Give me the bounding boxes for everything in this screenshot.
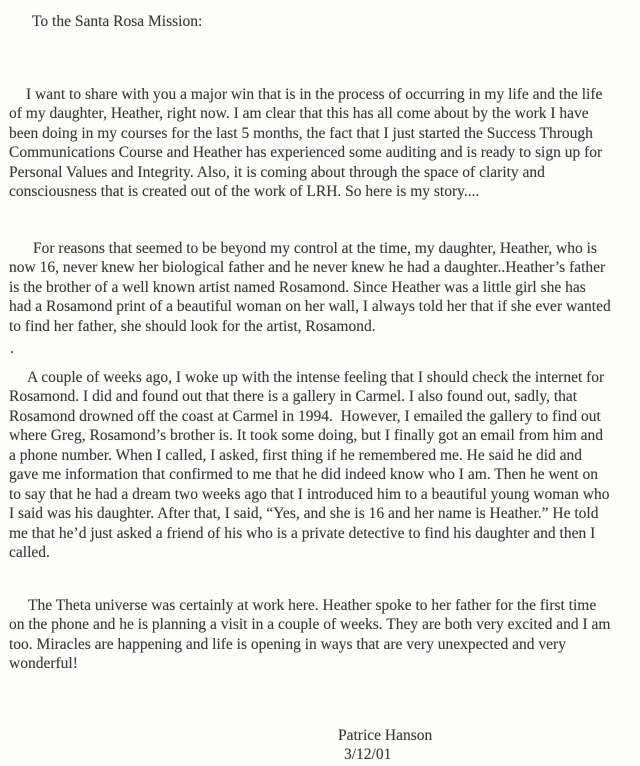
text-line: to find her father, she should look for the artist, Rosamond.: [9, 317, 376, 335]
paragraph-conclusion: [9, 596, 632, 674]
text-line: Rosamond drowned off the coast at Carmel in 1994. However, I emailed the gallery to find out: [9, 407, 601, 425]
text-line: now 16, never knew her biological father and he never knew he had a daughter..Heather’s father: [9, 259, 606, 276]
text-line: .: [10, 340, 14, 357]
text-line: called.: [9, 544, 50, 561]
text-line: me that he’d just asked a friend of his who is a private detective to find his daughter and then I: [9, 524, 596, 542]
text-line: consciousness that is created out of the work of LRH. So here is my story....: [9, 183, 480, 200]
text-line: wonderful!: [9, 655, 78, 672]
text-line: on the phone and he is planning a visit in a couple of weeks. They are both very excited and I am: [9, 616, 611, 633]
text-line: Personal Values and Integrity. Also, it is coming about through the space of clarity and: [9, 163, 545, 181]
stray-period: [9, 339, 632, 359]
text-line: is the brother of a well known artist named Rosamond. Since Heather was a little girl she has: [9, 278, 586, 296]
paragraph-story: [9, 368, 632, 563]
text-line: a phone number. When I called, I asked, first thing if he remembered me. He said he did and: [9, 446, 583, 464]
paragraph-background: [9, 239, 632, 337]
text-line: For reasons that seemed to be beyond my control at the time, my daughter, Heather, who is: [33, 239, 597, 257]
text-line: too. Miracles are happening and life is opening in ways that are very unexpected and very: [9, 635, 566, 653]
text-line: Communications Course and Heather has experienced some auditing and is ready to sign up for: [9, 144, 603, 161]
text-line: gave me information that confirmed to me that he did indeed know who I am. Then he went on: [9, 466, 598, 483]
signature-name: Patrice Hanson: [338, 726, 433, 744]
text-line: I want to share with you a major win that is in the process of occurring in my life and the life: [26, 85, 603, 103]
salutation: To the Santa Rosa Mission:: [32, 13, 203, 30]
text-line: of my daughter, Heather, right now. I am clear that this has all come about by the work I have: [9, 105, 589, 122]
text-line: A couple of weeks ago, I woke up with the intense feeling that I should check the internet for: [27, 368, 605, 386]
paragraph-intro: [9, 85, 632, 202]
signature-block: [9, 726, 632, 765]
signature-date: 3/12/01: [344, 746, 392, 763]
text-line: to say that he had a dream two weeks ago that I introduced him to a beautiful young woman who: [9, 485, 610, 503]
text-line: The Theta universe was certainly at work here. Heather spoke to her father for the first time: [28, 596, 597, 614]
text-line: where Greg, Rosamond’s brother is. It took some doing, but I finally got an email from him and: [9, 427, 604, 444]
text-line: had a Rosamond print of a beautiful woman on her wall, I always told her that if she ever wanted: [9, 298, 611, 315]
text-line: Rosamond. I did and found out that there is a gallery in Carmel. I also found out, sadly, that: [9, 388, 578, 405]
text-line: been doing in my courses for the last 5 months, the fact that I just started the Success Through: [9, 124, 593, 142]
text-line: I said was his daughter. After that, I said, “Yes, and she is 16 and her name is Heather.” He told: [9, 505, 599, 522]
